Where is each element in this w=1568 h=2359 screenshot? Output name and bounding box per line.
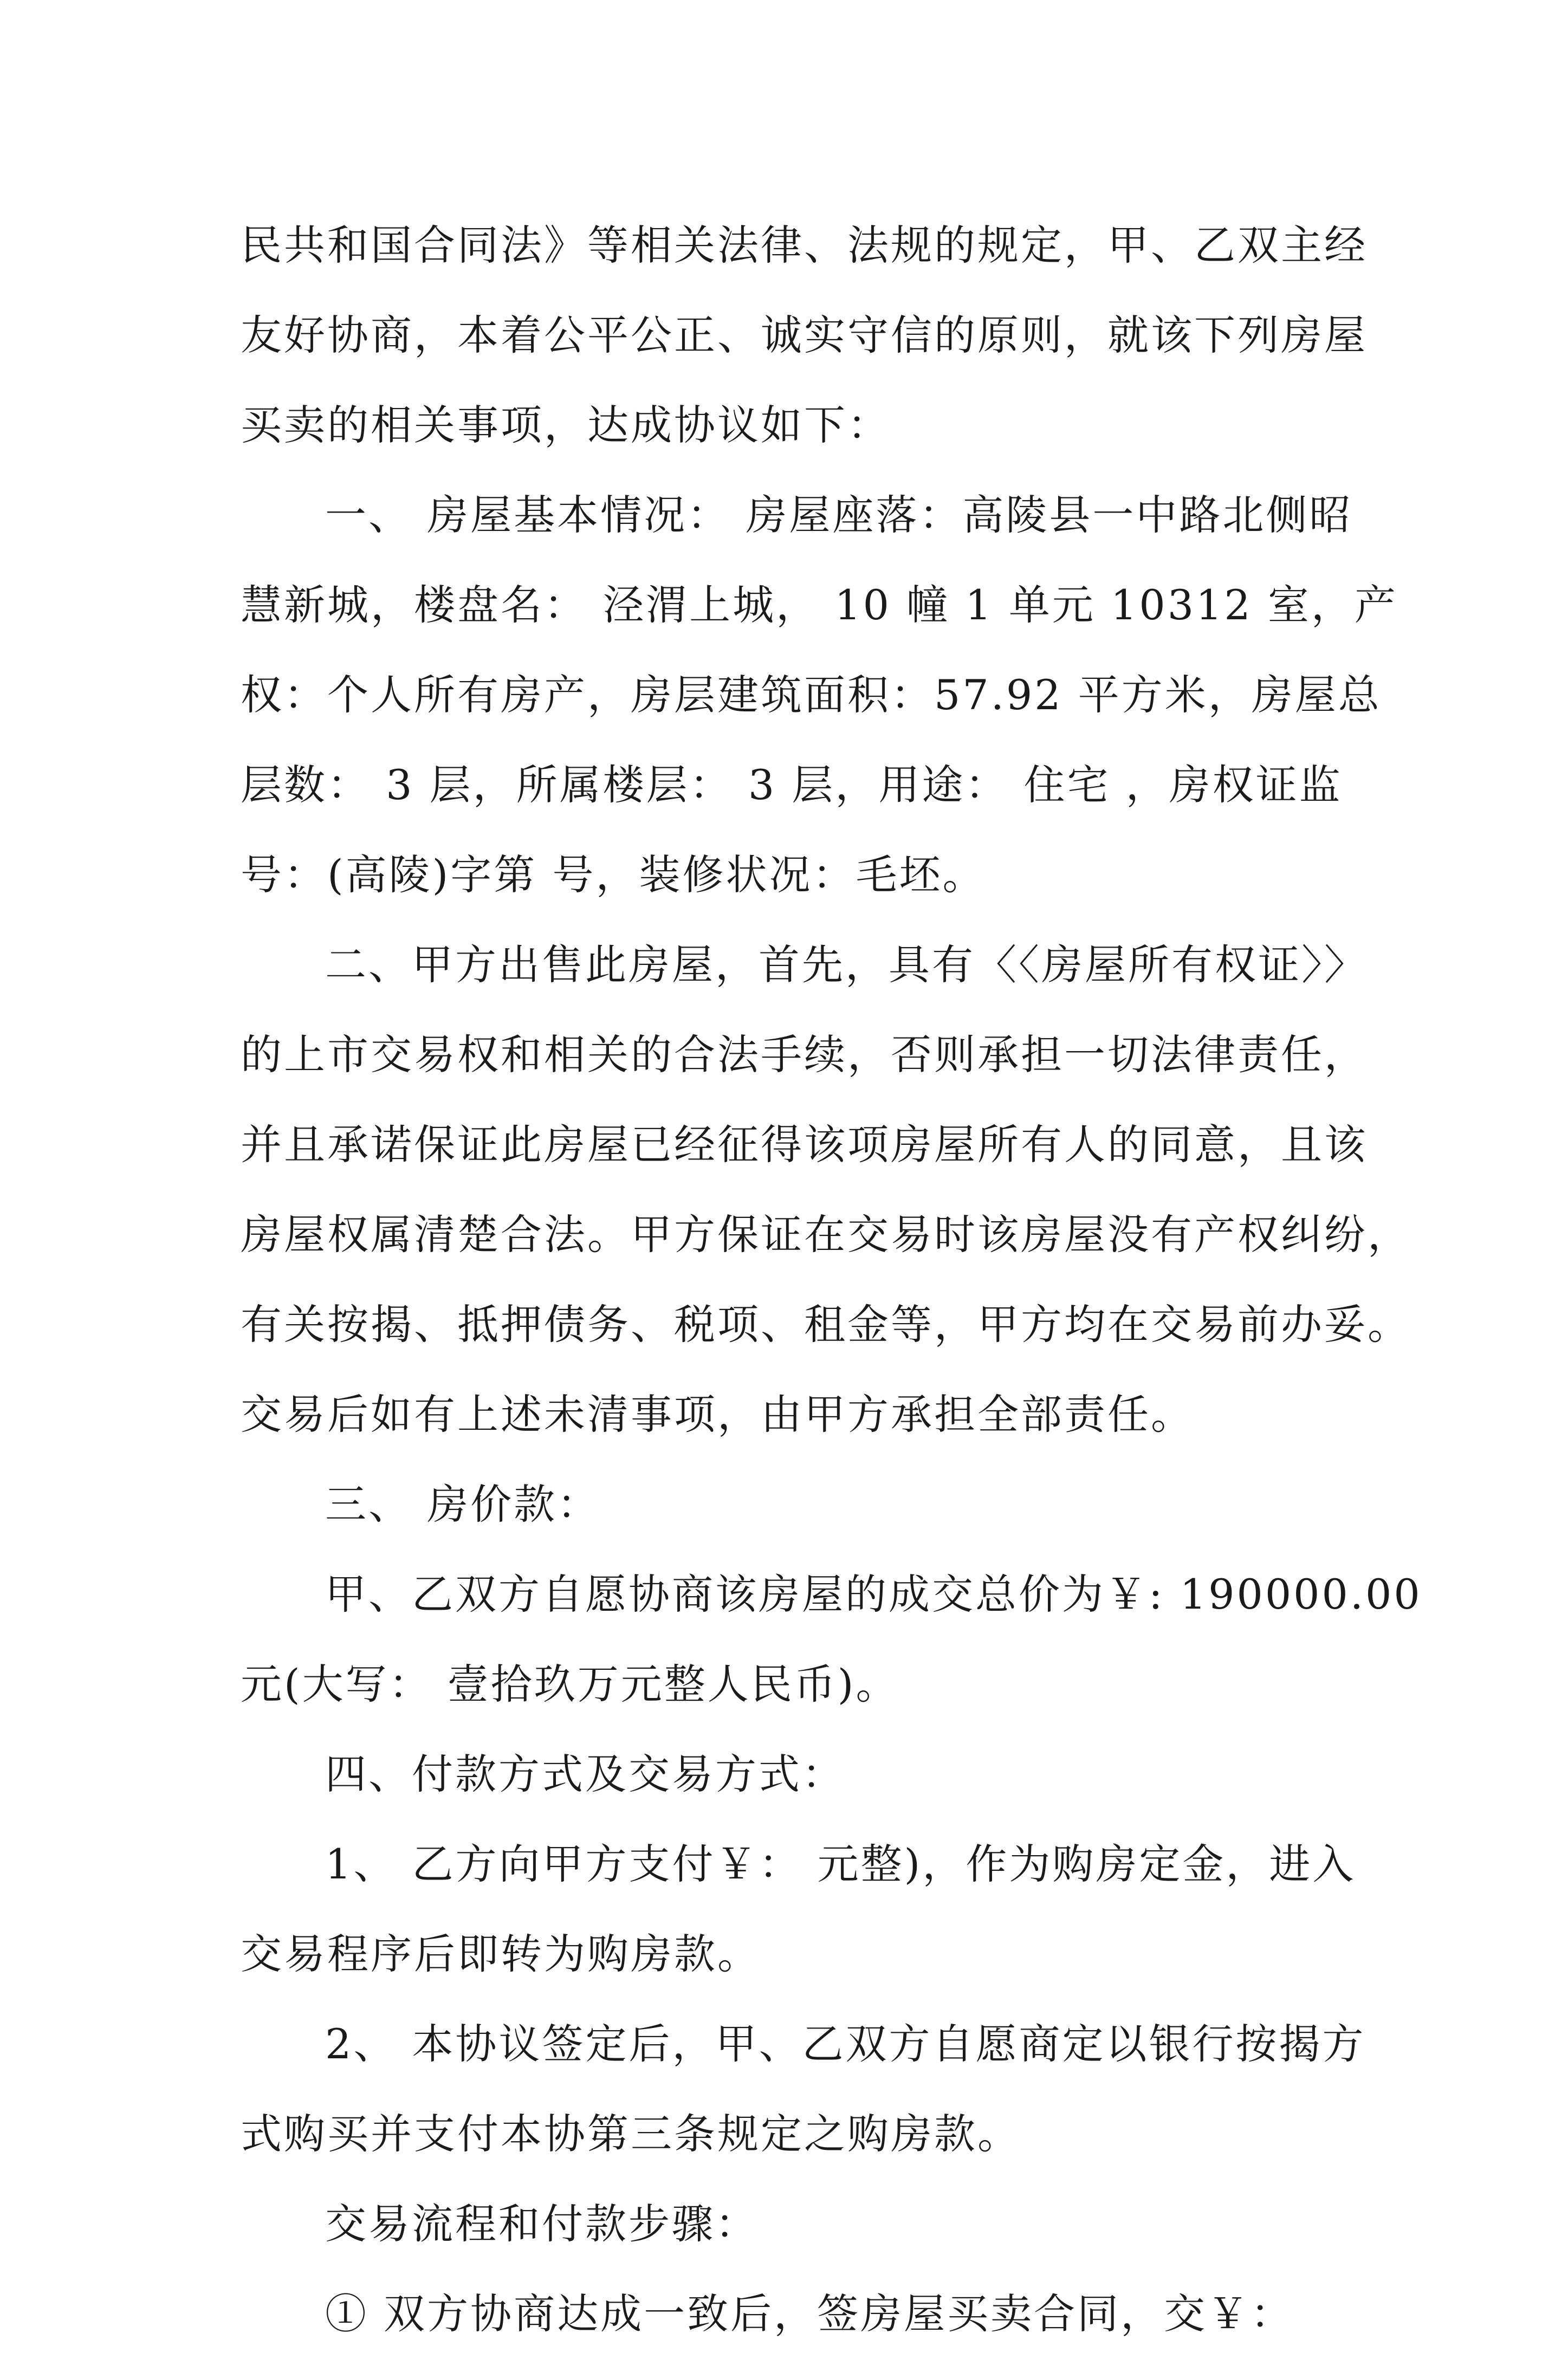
clause-1-line: 1、 乙方向甲方支付￥： 元整)，作为购房定金，进入	[325, 1840, 1356, 1888]
text-line: 层数： 3 层，所属楼层： 3 层，用途： 住宅 ，房权证监	[241, 761, 1343, 809]
text-line: 买卖的相关事项，达成协议如下：	[241, 401, 891, 449]
process-heading: 交易流程和付款步骤：	[325, 2200, 759, 2248]
text-line: 有关按揭、抵押债务、税项、租金等，甲方均在交易前办妥。	[241, 1300, 1411, 1349]
text-line: 民共和国合同法》等相关法律、法规的规定，甲、乙双主经	[241, 221, 1368, 269]
section-1-heading-line: 一、 房屋基本情况： 房屋座落：高陵县一中路北侧昭	[325, 491, 1353, 539]
section-3-heading: 三、 房价款：	[325, 1480, 601, 1528]
text-line: 房屋权属清楚合法。甲方保证在交易时该房屋没有产权纠纷，	[241, 1210, 1411, 1259]
text-line: 的上市交易权和相关的合法手续，否则承担一切法律责任，	[241, 1031, 1368, 1079]
text-line: 权：个人所有房产，房层建筑面积：57.92 平方米，房屋总	[241, 671, 1382, 719]
section-4-heading: 四、付款方式及交易方式：	[325, 1750, 845, 1798]
text-line: 交易后如有上述未清事项，由甲方承担全部责任。	[241, 1390, 1194, 1438]
text-line: 并且承诺保证此房屋已经征得该项房屋所有人的同意，且该	[241, 1120, 1368, 1169]
document-body	[241, 200, 1422, 2359]
section-2-heading-line: 二、甲方出售此房屋，首先，具有〈〈房屋所有权证〉〉	[325, 941, 1368, 989]
text-line: 式购买并支付本协第三条规定之购房款。	[241, 2110, 1021, 2158]
clause-2-line: 2、 本协议签定后，甲、乙双方自愿商定以银行按揭方	[325, 2020, 1366, 2068]
price-line: 甲、乙双方自愿协商该房屋的成交总价为￥: 190000.00	[325, 1570, 1422, 1618]
text-line: 友好协商，本着公平公正、诚实守信的原则，就该下列房屋	[241, 311, 1368, 359]
step-1-line: ① 双方协商达成一致后，签房屋买卖合同，交￥：	[325, 2290, 1294, 2338]
text-line: 元(大写： 壹拾玖万元整人民币)。	[241, 1660, 899, 1708]
text-line: 号：(高陵)字第 号，装修状况：毛坯。	[241, 851, 986, 899]
text-line: 交易程序后即转为购房款。	[241, 1930, 761, 1978]
text-line: 慧新城，楼盘名： 泾渭上城， 10 幢 1 单元 10312 室，产	[241, 581, 1398, 629]
